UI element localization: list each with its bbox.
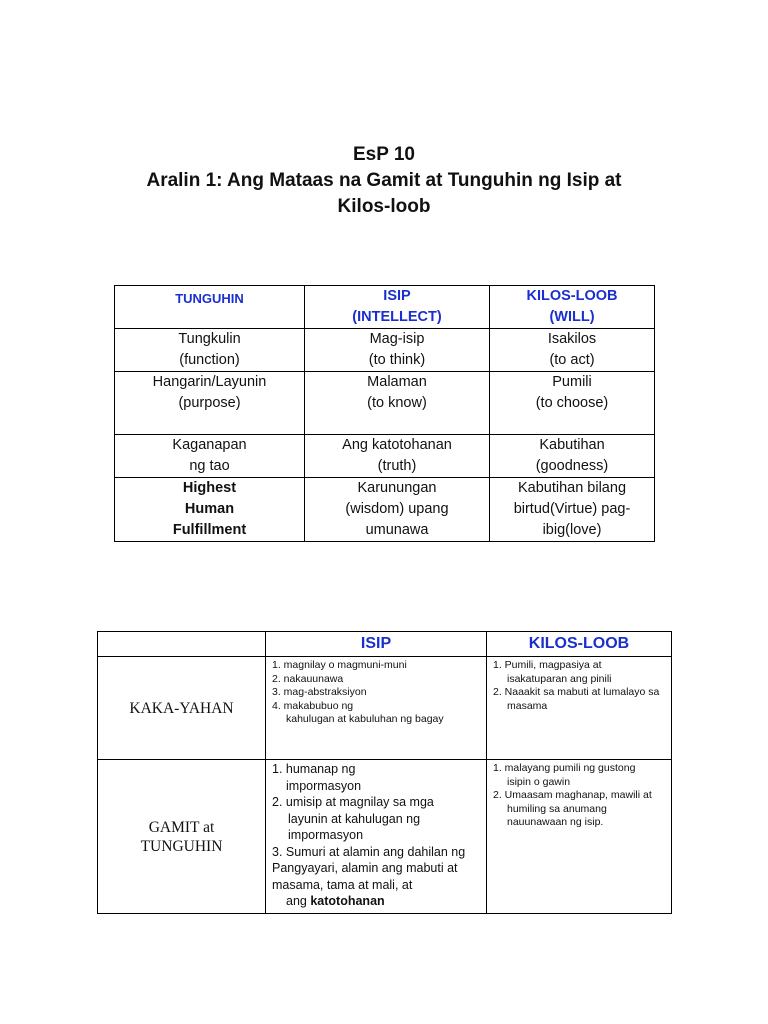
kakayahan-table (97, 631, 672, 914)
table-row (115, 435, 655, 478)
table-row (115, 372, 655, 435)
table-row (98, 657, 672, 760)
cell: Pumili (to choose) (490, 372, 655, 435)
cell: 1. Pumili, magpasiya at isakatuparan ang pinili 2. Naaakit sa mabuti at lumalayo sa masama (487, 657, 672, 760)
cell: Ang katotohanan (truth) (305, 435, 490, 478)
header-kilos-loob: KILOS-LOOB (487, 632, 672, 657)
table-row (115, 478, 655, 542)
header-isip: ISIP (266, 632, 487, 657)
header-kilos-loob (490, 286, 655, 329)
cell: Tungkulin (function) (115, 329, 305, 372)
cell: Karunungan (wisdom) upang umunawa (305, 478, 490, 542)
header-isip-sub: (INTELLECT) (352, 309, 442, 325)
cell: Mag-isip (to think) (305, 329, 490, 372)
document-title (0, 142, 768, 220)
table-header-row (98, 632, 672, 657)
header-kilos-label: KILOS-LOOB (526, 288, 618, 304)
row-label-gamit-tunguhin: GAMIT at TUNGUHIN (98, 760, 266, 914)
header-isip (305, 286, 490, 329)
cell: Isakilos (to act) (490, 329, 655, 372)
row-label-kakayahan: KAKA-YAHAN (98, 657, 266, 760)
cell: Kabutihan bilang birtud(Virtue) pag- ibig(love) (490, 478, 655, 542)
cell: 1. malayang pumili ng gustong isipin o gawin 2. Umaasam maghanap, mawili at humiling sa anumang nauunawaan ng isip. (487, 760, 672, 914)
header-isip-label: ISIP (383, 288, 411, 304)
tunguhin-table (114, 285, 655, 542)
cell: Highest Human Fulfillment (115, 478, 305, 542)
title-line-2: Aralin 1: Ang Mataas na Gamit at Tunguhin ng Isip at (146, 170, 622, 191)
table-row (115, 329, 655, 372)
table-header-row (115, 286, 655, 329)
title-line-1: EsP 10 (353, 144, 415, 165)
cell: Malaman (to know) (305, 372, 490, 435)
cell: 1. humanap ng impormasyon 2. umisip at magnilay sa mga layunin at kahulugan ng impormasyon 3. Sumuri at alamin ang dahilan ng Pangyayari, alamin ang mabuti at masama, tama at mali, at ang katotohanan (266, 760, 487, 914)
cell: 1. magnilay o magmuni-muni 2. nakauunawa 3. mag-abstraksiyon 4. makabubuo ng kahulugan at kabuluhan ng bagay (266, 657, 487, 760)
header-kilos-sub: (WILL) (549, 309, 595, 325)
table-row (98, 760, 672, 914)
cell: Hangarin/Layunin (purpose) (115, 372, 305, 435)
title-line-3: Kilos-loob (337, 196, 431, 217)
header-tunguhin: TUNGUHIN (115, 286, 305, 329)
cell: Kaganapan ng tao (115, 435, 305, 478)
header-empty (98, 632, 266, 657)
cell: Kabutihan (goodness) (490, 435, 655, 478)
